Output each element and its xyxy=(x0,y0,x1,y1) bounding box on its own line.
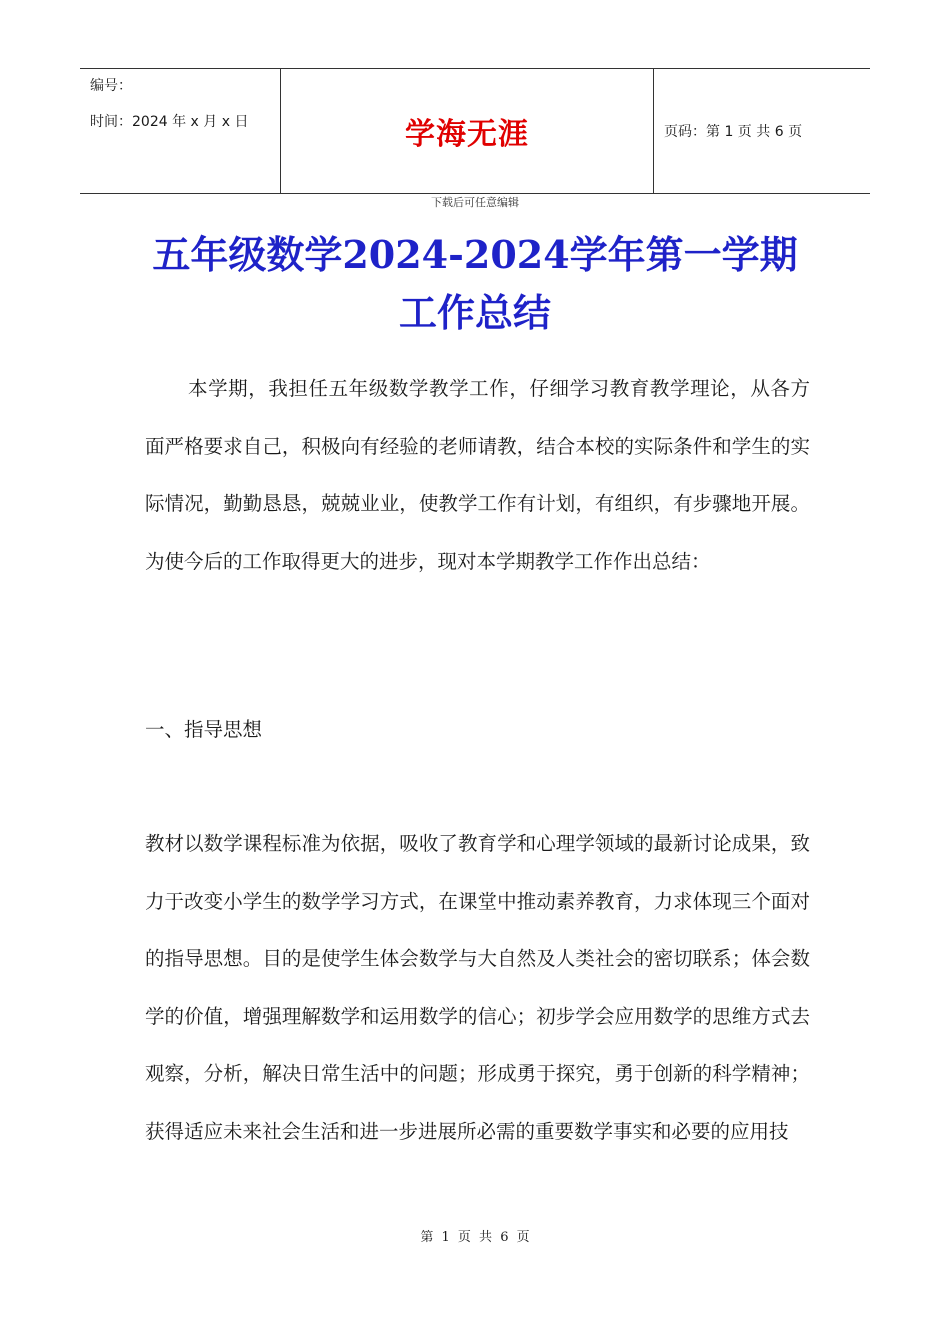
page-footer: 第 1 页 共 6 页 xyxy=(420,1230,530,1245)
intro-paragraph: 本学期，我担任五年级数学教学工作，仔细学习教育教学理论，从各方面严格要求自己，积极向有经验的老师请教，结合本校的实际条件和学生的实际情况，勤勤恳恳，兢兢业业，使教学工作有计划，有组织，有步骤地开展。为使今后的工作取得更大的进步，现对本学期教学工作作出总结： xyxy=(145,377,810,573)
section-heading: 一、指导思想 xyxy=(145,718,263,741)
number-label: 编号： xyxy=(90,78,132,94)
editable-note: 下载后可任意编辑 xyxy=(431,196,519,209)
document-header xyxy=(80,68,870,194)
brand-title: 学海无涯 xyxy=(405,117,529,152)
page-code: 页码：第 1 页 共 6 页 xyxy=(664,124,803,140)
header-brand-cell xyxy=(281,69,654,193)
title-line-1: 五年级数学2024-2024学年第一学期 xyxy=(152,232,798,277)
title-line-2: 工作总结 xyxy=(398,290,551,335)
section-paragraph: 教材以数学课程标准为依据，吸收了教育学和心理学领域的最新讨论成果，致力于改变小学生的数学学习方式，在课堂中推动素养教育，力求体现三个面对的指导思想。目的是使学生体会数学与大自然及人类社会的密切联系；体会数学的价值，增强理解数学和运用数学的信心；初步学会应用数学的思维方式去观察，分析，解决日常生活中的问题；形成勇于探究，勇于创新的科学精神；获得适应未来社会生活和进一步进展所必需的重要数学事实和必要的应用技 xyxy=(145,832,810,1143)
header-page-cell xyxy=(654,69,870,193)
header-info-cell xyxy=(80,69,281,193)
date-label: 时间：2024 年 x 月 x 日 xyxy=(90,114,249,130)
document-title xyxy=(100,226,850,342)
